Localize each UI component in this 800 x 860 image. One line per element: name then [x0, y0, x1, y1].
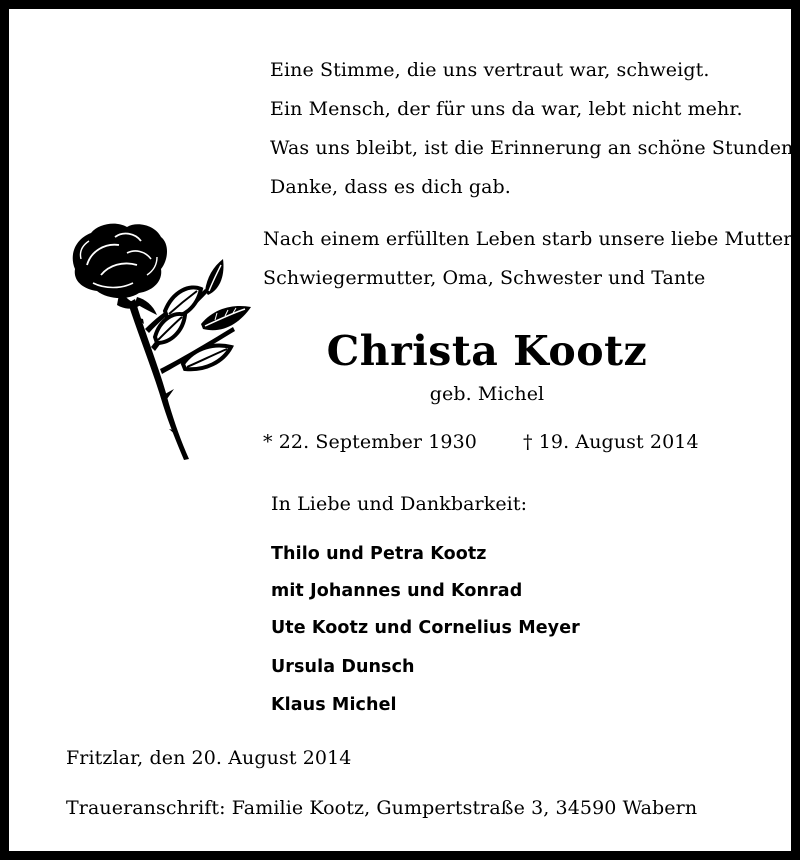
mourners-heading: In Liebe und Dankbarkeit:	[271, 493, 528, 515]
death-date: † 19. August 2014	[523, 431, 699, 453]
mourner-1: Thilo und Petra Kootz	[271, 544, 487, 564]
deceased-name: Christa Kootz	[326, 327, 648, 375]
mourning-address: Traueranschrift: Familie Kootz, Gumpertstraße 3, 34590 Wabern	[66, 797, 698, 819]
poem-line-4: Danke, dass es dich gab.	[270, 176, 511, 198]
rose-icon	[65, 219, 255, 464]
poem-line-2: Ein Mensch, der für uns da war, lebt nicht mehr.	[270, 98, 743, 120]
intro-line-2: Schwiegermutter, Oma, Schwester und Tante	[263, 267, 706, 289]
poem-line-3: Was uns bleibt, ist die Erinnerung an schöne Stunden.	[270, 137, 800, 159]
mourner-3: Ute Kootz und Cornelius Meyer	[271, 618, 580, 638]
mourner-4: Ursula Dunsch	[271, 657, 415, 677]
intro-line-1: Nach einem erfüllten Leben starb unsere liebe Mutter,	[263, 228, 797, 250]
poem-line-1: Eine Stimme, die uns vertraut war, schweigt.	[270, 59, 710, 81]
maiden-name: geb. Michel	[429, 383, 545, 405]
birth-date: * 22. September 1930	[263, 431, 477, 453]
mourner-5: Klaus Michel	[271, 695, 397, 715]
place-date: Fritzlar, den 20. August 2014	[66, 747, 352, 769]
mourner-2: mit Johannes und Konrad	[271, 581, 523, 601]
